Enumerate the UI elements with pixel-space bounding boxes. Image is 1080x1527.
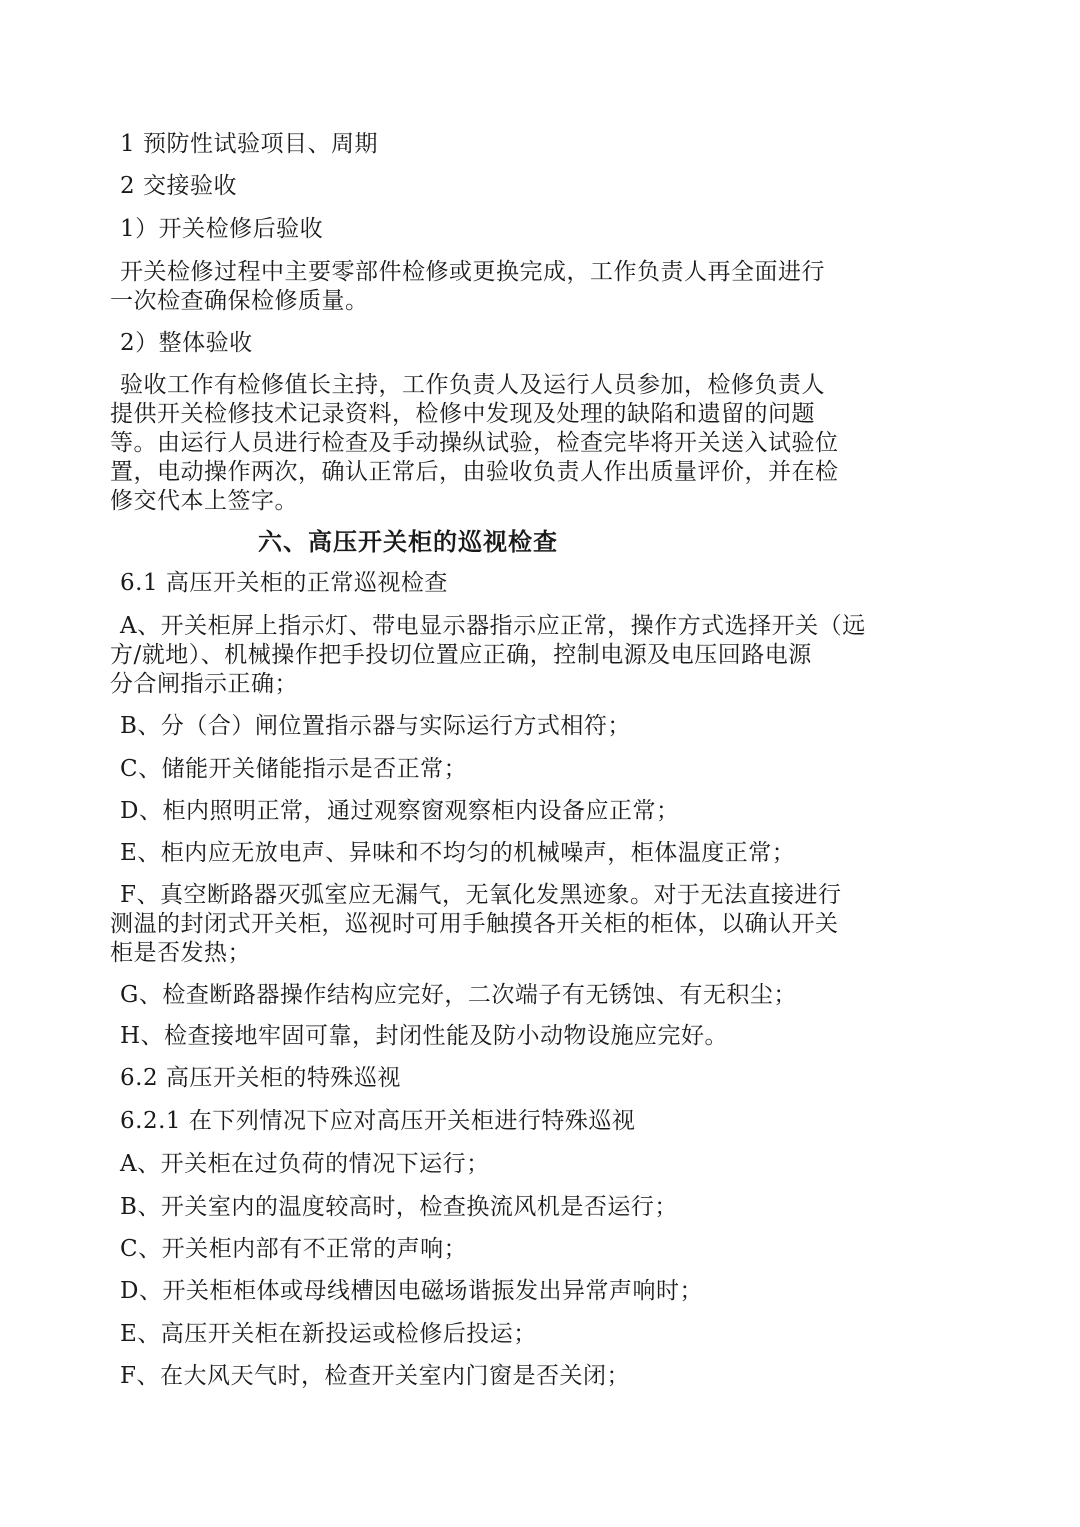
list-item: 1）开关检修后验收 xyxy=(120,216,324,242)
paragraph-line: 置，电动操作两次，确认正常后，由验收负责人作出质量评价，并在检 xyxy=(110,459,839,485)
paragraph-line: 柜是否发热； xyxy=(110,940,251,966)
subsection-title: 6.1 高压开关柜的正常巡视检查 xyxy=(120,570,448,596)
list-item: D、开关柜柜体或母线槽因电磁场谐振发出异常声响时； xyxy=(120,1278,703,1304)
list-item: E、柜内应无放电声、异味和不均匀的机械噪声，柜体温度正常； xyxy=(120,840,796,866)
paragraph-line: 测温的封闭式开关柜，巡视时可用手触摸各开关柜的柜体，以确认开关 xyxy=(110,911,839,937)
paragraph-line: 开关检修过程中主要零部件检修或更换完成，工作负责人再全面进行 xyxy=(120,259,825,285)
list-item: D、柜内照明正常，通过观察窗观察柜内设备应正常； xyxy=(120,798,680,824)
list-item: G、检查断路器操作结构应完好，二次端子有无锈蚀、有无积尘； xyxy=(120,982,797,1008)
list-item: H、检查接地牢固可靠，封闭性能及防小动物设施应完好。 xyxy=(120,1023,729,1049)
subsection-title: 6.2.1 在下列情况下应对高压开关柜进行特殊巡视 xyxy=(120,1108,636,1134)
paragraph-line: 修交代本上签字。 xyxy=(110,488,298,514)
list-item: B、开关室内的温度较高时，检查换流风机是否运行； xyxy=(120,1194,678,1220)
list-item: A、开关柜在过负荷的情况下运行； xyxy=(120,1151,490,1177)
list-item: E、高压开关柜在新投运或检修后投运； xyxy=(120,1321,537,1347)
paragraph-line: 等。由运行人员进行检查及手动操纵试验，检查完毕将开关送入试验位 xyxy=(110,430,839,456)
paragraph-line: F、真空断路器灭弧室应无漏气，无氧化发黑迹象。对于无法直接进行 xyxy=(120,882,842,908)
paragraph-line: 分合闸指示正确； xyxy=(110,671,298,697)
paragraph-line: 提供开关检修技术记录资料，检修中发现及处理的缺陷和遗留的问题 xyxy=(110,401,815,427)
paragraph-line: 验收工作有检修值长主持，工作负责人及运行人员参加，检修负责人 xyxy=(120,372,825,398)
list-item: C、开关柜内部有不正常的声响； xyxy=(120,1236,468,1262)
list-item: 2）整体验收 xyxy=(120,330,253,356)
list-item: C、储能开关储能指示是否正常； xyxy=(120,756,468,782)
list-item: F、在大风天气时，检查开关室内门窗是否关闭； xyxy=(120,1363,630,1389)
paragraph-line: 一次检查确保检修质量。 xyxy=(110,288,369,314)
section-heading: 六、高压开关柜的巡视检查 xyxy=(258,528,558,556)
list-item: B、分（合）闸位置指示器与实际运行方式相符； xyxy=(120,713,631,739)
subsection-title: 6.2 高压开关柜的特殊巡视 xyxy=(120,1065,401,1091)
list-item: 1 预防性试验项目、周期 xyxy=(120,131,378,157)
list-item: 2 交接验收 xyxy=(120,173,237,199)
paragraph-line: A、开关柜屏上指示灯、带电显示器指示应正常，操作方式选择开关（远 xyxy=(120,613,866,639)
paragraph-line: 方/就地）、机械操作把手投切位置应正确，控制电源及电压回路电源 xyxy=(110,642,812,668)
